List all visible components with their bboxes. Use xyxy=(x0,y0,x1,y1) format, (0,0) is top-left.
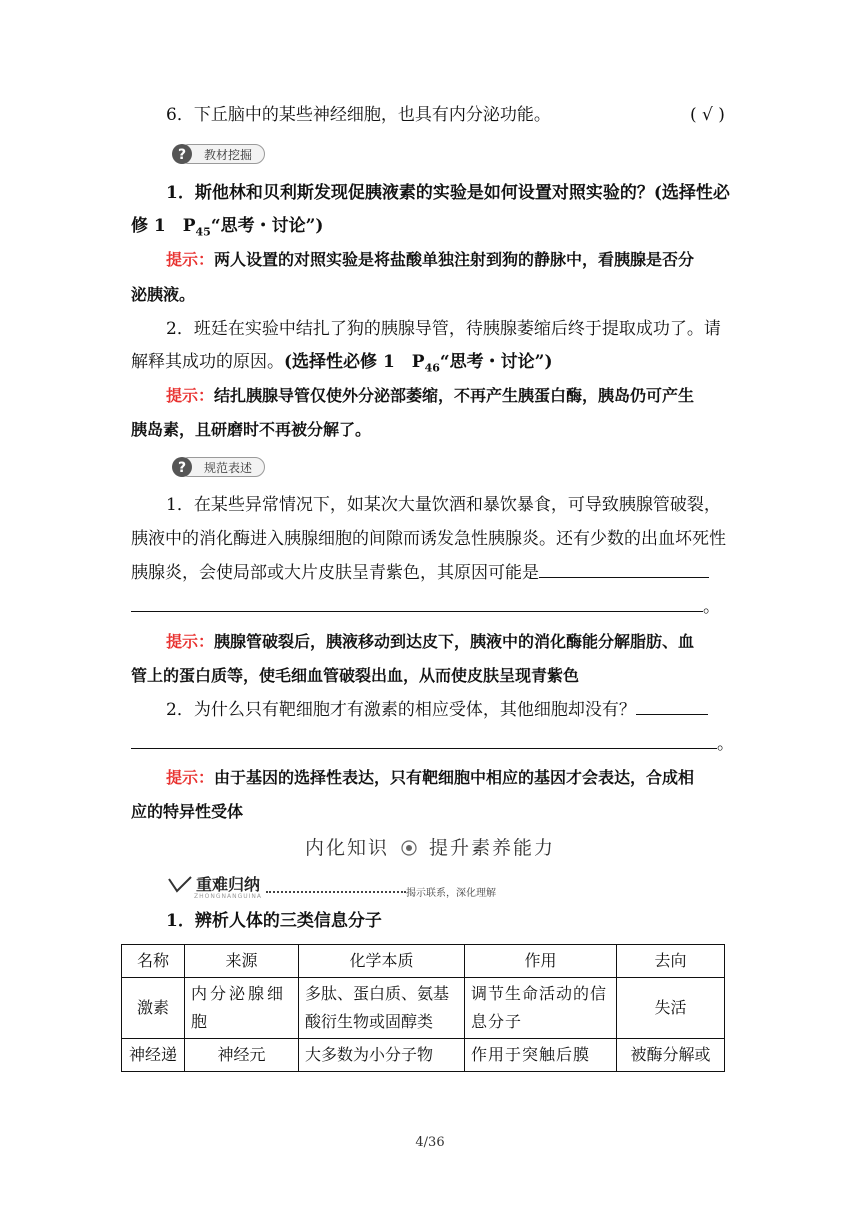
table-cell: 被酶分解或 xyxy=(617,1039,725,1072)
key-points-subtitle: 揭示联系，深化理解 xyxy=(406,888,496,899)
table-cell: 神经递 xyxy=(122,1039,185,1072)
table-cell: 作用于突触后膜 xyxy=(465,1039,617,1072)
answer-blank xyxy=(636,696,708,715)
hint-label: 提示： xyxy=(166,250,215,269)
table-cell: 失活 xyxy=(617,978,725,1039)
banner-left-text: 内化知识 xyxy=(304,837,389,859)
item-6-statement: 6．下丘脑中的某些神经细胞，也具有内分泌功能。 xyxy=(166,105,551,125)
expression-1-hint-cont: 管上的蛋白质等，使毛细血管破裂出血，从而使皮肤呈现青紫色 xyxy=(131,666,580,685)
target-dot-icon xyxy=(401,840,417,856)
svg-text:?: ? xyxy=(177,147,187,163)
expression-2-hint-cont: 应的特异性受体 xyxy=(131,802,244,821)
checkmark-icon xyxy=(168,876,192,894)
table-cell: 调节生命活动的信息分子 xyxy=(465,978,617,1039)
question-2-line1: 2．班廷在实验中结扎了狗的胰腺导管，待胰腺萎缩后终于提取成功了。请 xyxy=(166,319,721,339)
table-cell: 神经元 xyxy=(185,1039,299,1072)
table-row xyxy=(122,1039,725,1072)
key-points-pinyin: ZHONGNANGUINA xyxy=(194,893,262,900)
table-header: 来源 xyxy=(185,945,299,978)
expression-1-line2: 胰液中的消化酶进入胰腺细胞的间隙而诱发急性胰腺炎。还有少数的出血坏死性 xyxy=(131,529,726,549)
section-banner xyxy=(0,833,860,860)
question-2-line2: 解释其成功的原因。(选择性必修 1 $P_{46}“$思考・讨论”) xyxy=(131,352,553,375)
question-1-line1: 1．斯他林和贝利斯发现促胰液素的实验是如何设置对照实验的？(选择性必 xyxy=(166,183,730,203)
banner-right-text: 提升素养能力 xyxy=(429,837,556,859)
question-2-hint: 提示：结扎胰腺导管仅使外分泌部萎缩，不再产生胰蛋白酶，胰岛仍可产生 xyxy=(166,386,695,405)
hint-label: 提示： xyxy=(166,768,215,787)
standard-expression-label: 规范表述 xyxy=(179,457,265,477)
question-1-line2: 修 1 $P_{45}“$思考・讨论”) xyxy=(131,216,324,239)
standard-expression-tag xyxy=(171,456,265,478)
answer-blank xyxy=(131,730,717,749)
svg-text:?: ? xyxy=(177,460,187,476)
table-cell: 激素 xyxy=(122,978,185,1039)
answer-blank xyxy=(539,559,709,578)
expression-1-blank-line: 。 xyxy=(131,592,720,622)
table-header-row xyxy=(122,945,725,978)
expression-1-hint: 提示：胰腺管破裂后，胰液移动到达皮下，胰液中的消化酶能分解脂肪、血 xyxy=(166,632,695,651)
question-mark-icon xyxy=(171,456,193,478)
textbook-mining-label: 教材挖掘 xyxy=(179,144,265,164)
table-cell: 大多数为小分子物 xyxy=(299,1039,465,1072)
key-points-title: 重难归纳 xyxy=(196,875,261,894)
table-title: 1．辨析人体的三类信息分子 xyxy=(166,911,382,931)
answer-blank xyxy=(131,593,703,612)
question-1-hint: 提示：两人设置的对照实验是将盐酸单独注射到狗的静脉中，看胰腺是否分 xyxy=(166,250,695,269)
expression-2-hint: 提示：由于基因的选择性表达，只有靶细胞中相应的基因才会表达，合成相 xyxy=(166,768,695,787)
expression-1-line3: 胰腺炎，会使局部或大片皮肤呈青紫色，其原因可能是 xyxy=(131,558,709,588)
page-number: 4/36 xyxy=(415,1135,445,1150)
hint-label: 提示： xyxy=(166,386,215,405)
table-header: 作用 xyxy=(465,945,617,978)
table-row xyxy=(122,978,725,1039)
table-header: 化学本质 xyxy=(299,945,465,978)
expression-2-line1: 2．为什么只有靶细胞才有激素的相应受体，其他细胞却没有？ xyxy=(166,695,708,725)
dotted-divider xyxy=(266,891,406,893)
hint-label: 提示： xyxy=(166,632,215,651)
expression-2-blank-line: 。 xyxy=(131,729,734,759)
table-cell: 内分泌腺细胞 xyxy=(185,978,299,1039)
info-molecules-table xyxy=(121,944,725,1072)
question-mark-icon xyxy=(171,143,193,165)
item-6-answer-mark: ( √ ) xyxy=(690,105,725,125)
key-points-header xyxy=(166,870,536,900)
question-2-hint-cont: 胰岛素，且研磨时不再被分解了。 xyxy=(131,420,372,439)
table-cell: 多肽、蛋白质、氨基酸衍生物或固醇类 xyxy=(299,978,465,1039)
question-1-hint-cont: 泌胰液。 xyxy=(131,285,196,304)
table-header: 名称 xyxy=(122,945,185,978)
textbook-mining-tag xyxy=(171,143,265,165)
expression-1-line1: 1．在某些异常情况下，如某次大量饮酒和暴饮暴食，可导致胰腺管破裂， xyxy=(166,495,721,515)
table-header: 去向 xyxy=(617,945,725,978)
